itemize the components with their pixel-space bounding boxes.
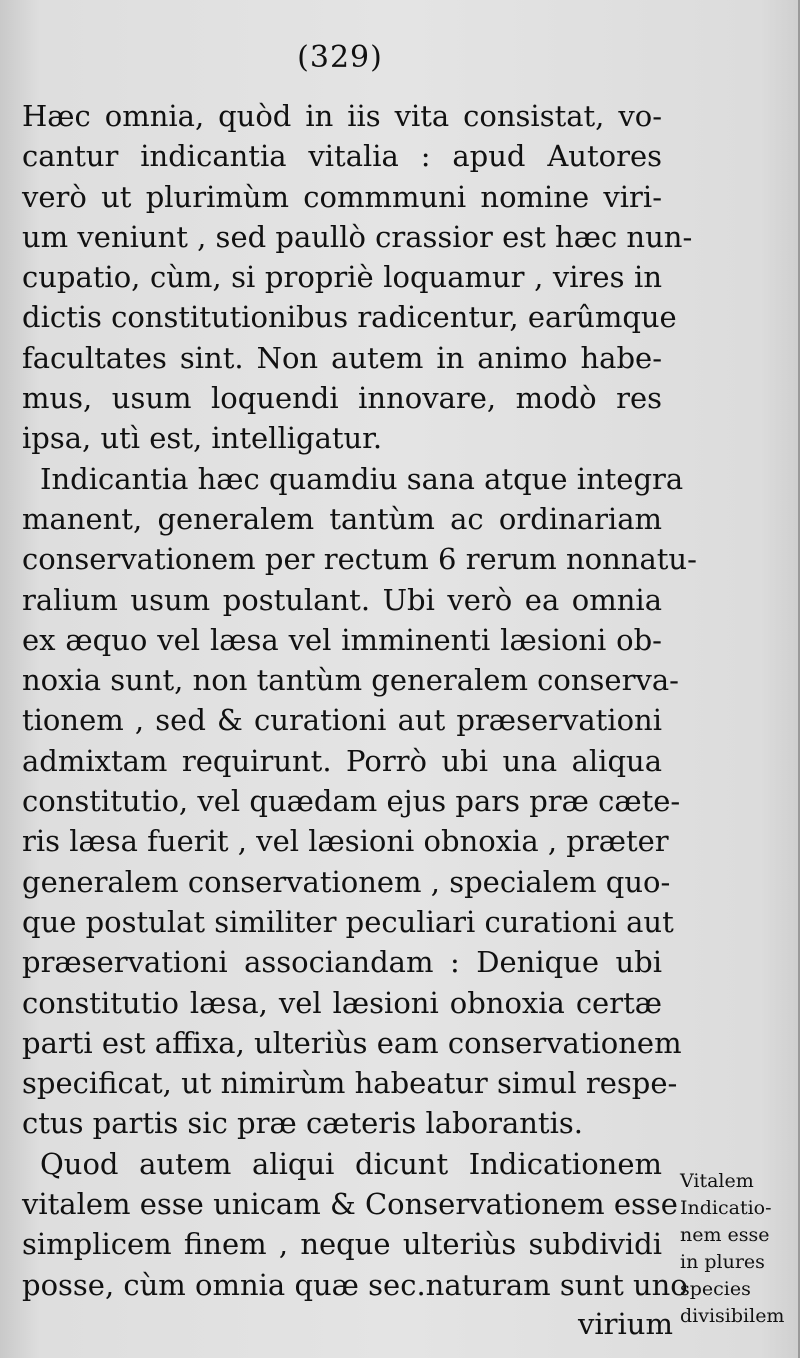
text-line: præservationi associandam : Denique ubi	[22, 945, 662, 980]
text-line: cupatio, cùm, si propriè loquamur , vires in	[22, 260, 662, 295]
body-text	[22, 96, 697, 1305]
text-line: Quod autem aliqui dicunt Indicationem	[40, 1146, 662, 1181]
text-line: vitalem esse unicam & Conservationem esse	[22, 1187, 678, 1222]
margin-note	[680, 1168, 798, 1330]
text-line: ralium usum postulant. Ubi verò ea omnia	[22, 582, 662, 617]
text-line: cantur indicantia vitalia : apud Autores	[22, 139, 662, 174]
text-line: tionem , sed & curationi aut præservationi	[22, 703, 662, 738]
text-line: ipsa, utì est, intelligatur.	[22, 421, 383, 456]
text-line: verò ut plurimùm commmuni nomine viri-	[22, 179, 662, 214]
text-line: constitutio, vel quædam ejus pars præ cæte-	[22, 784, 681, 819]
text-line: mus, usum loquendi innovare, modò res	[22, 381, 662, 416]
paragraph-2	[22, 459, 697, 1144]
text-line: facultates sint. Non autem in animo habe-	[22, 340, 662, 375]
text-line: Hæc omnia, quòd in iis vita consistat, vo-	[22, 99, 662, 133]
text-line: specificat, ut nimirùm habeatur simul respe-	[22, 1066, 678, 1101]
text-line: generalem conservationem , specialem quo-	[22, 864, 671, 899]
margin-note-line: species	[680, 1278, 751, 1300]
text-line: que postulat similiter peculiari curationi aut	[22, 904, 674, 939]
margin-note-line: divisibilem	[680, 1305, 785, 1327]
text-line: Indicantia hæc quamdiu sana atque integra	[40, 461, 684, 496]
paragraph-3	[22, 1144, 688, 1305]
text-line: simplicem finem , neque ulteriùs subdividi	[22, 1227, 662, 1262]
text-line: manent, generalem tantùm ac ordinariam	[22, 501, 662, 536]
text-line: ex æquo vel læsa vel imminenti læsioni ob-	[22, 622, 662, 657]
paragraph-1	[22, 96, 693, 459]
text-line: parti est affixa, ulteriùs eam conservationem	[22, 1025, 682, 1060]
text-line: dictis constitutionibus radicentur, earûmque	[22, 300, 677, 335]
text-line: ris læsa fuerit , vel læsioni obnoxia , præter	[22, 824, 669, 859]
text-line: posse, cùm omnia quæ sec.naturam sunt uno	[22, 1267, 688, 1302]
margin-note-line: nem esse	[680, 1224, 770, 1246]
text-line: ctus partis sic præ cæteris laborantis.	[22, 1106, 583, 1141]
margin-note-line: Vitalem	[680, 1170, 754, 1192]
text-line: constitutio læsa, vel læsioni obnoxia certæ	[22, 985, 662, 1020]
text-line: admixtam requirunt. Porrò ubi una aliqua	[22, 743, 662, 778]
margin-note-line: Indicatio-	[680, 1197, 772, 1219]
text-line: conservationem per rectum 6 rerum nonnatu-	[22, 542, 697, 577]
page-number: (329)	[297, 40, 383, 75]
catchword: virium	[578, 1307, 673, 1341]
margin-note-line: in plures	[680, 1251, 765, 1273]
text-line: noxia sunt, non tantùm generalem conserva-	[22, 663, 679, 698]
text-line: um veniunt , sed paullò crassior est hæc nun-	[22, 219, 693, 254]
